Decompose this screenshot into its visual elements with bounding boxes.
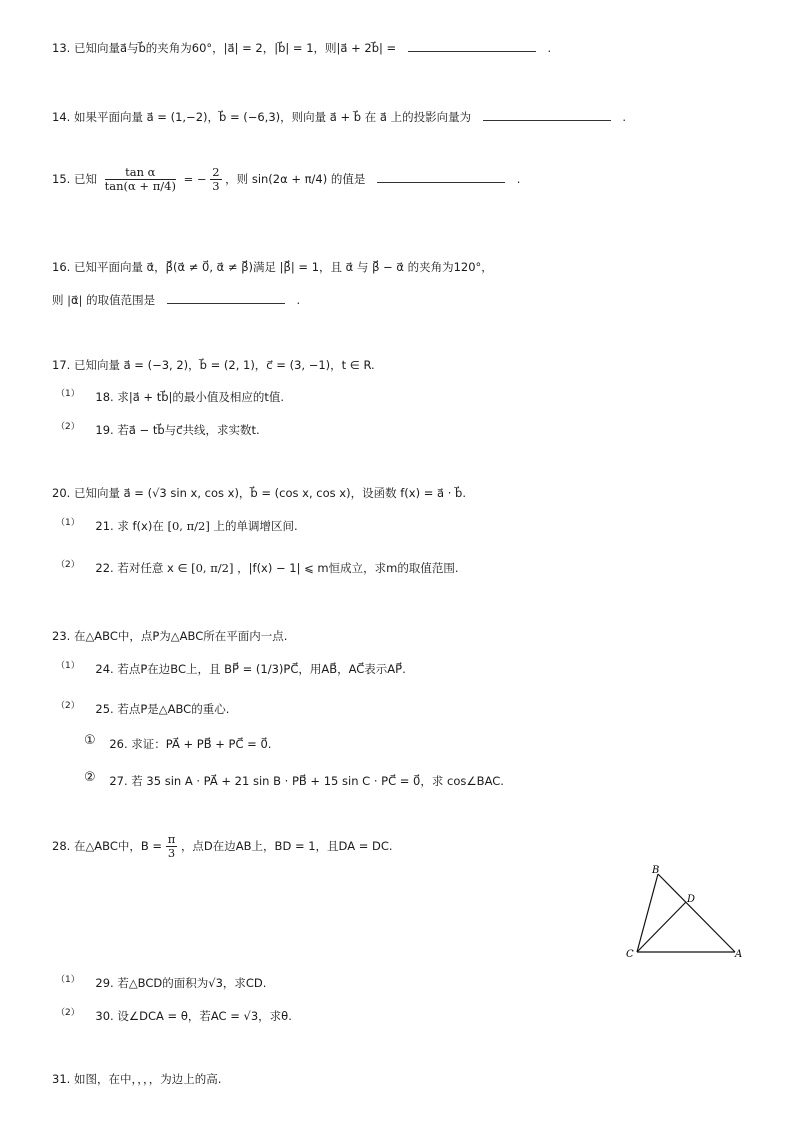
period: .	[516, 172, 521, 186]
question-31-text: 31. 如图，在中，，，，为边上的高.	[52, 1072, 222, 1086]
part-2-label: （2）	[56, 422, 80, 432]
fraction-denominator: 3	[167, 846, 176, 860]
fraction-numerator: 2	[212, 165, 220, 179]
circled-2-label: ②	[84, 770, 96, 785]
question-26	[84, 733, 272, 752]
question-15-fraction	[105, 166, 176, 193]
question-22	[56, 560, 459, 576]
question-21-prefix: 21. 求 f(x)在	[95, 519, 164, 533]
question-30	[56, 1008, 292, 1024]
question-17	[52, 357, 375, 373]
side-bc	[637, 874, 658, 952]
part-2-label: （2）	[56, 701, 80, 711]
question-19-text: 19. 若a⃗ − tb⃗与c⃗共线，求实数t.	[95, 423, 260, 437]
question-27	[84, 770, 504, 789]
fraction-numerator: tan α	[105, 166, 176, 180]
fraction-denominator: tan(α + π/4)	[104, 179, 176, 193]
vertex-label-c: C	[626, 949, 634, 960]
question-29	[56, 975, 266, 991]
question-13-text: 13. 已知向量a⃗与b⃗的夹角为60°，|a⃗| = 2，|b⃗| = 1，则|a⃗ + 2b⃗| =	[52, 41, 397, 55]
question-24-text: 24. 若点P在边BC上，且 BP⃗ = (1/3)PC⃗，用AB⃗，AC⃗表示AP⃗.	[95, 662, 406, 676]
question-16-range-text: 的取值范围是	[86, 293, 156, 307]
vertex-label-b: B	[652, 865, 660, 876]
answer-blank-15[interactable]	[377, 182, 505, 183]
alpha-magnitude: |α⃗|	[67, 293, 83, 307]
question-23	[52, 628, 287, 644]
question-14	[52, 109, 626, 125]
question-15-prefix: 15. 已知	[52, 172, 97, 186]
fraction-denominator: 3	[212, 179, 220, 193]
question-24	[56, 661, 406, 677]
question-17-text: 17. 已知向量 a⃗ = (−3, 2)，b⃗ = (2, 1)，c⃗ = (3, −1)，t ∈ R.	[52, 358, 375, 372]
vertex-label-a: A	[735, 949, 743, 960]
question-27-text: 27. 若 35 sin A · PA⃗ + 21 sin B · PB⃗ + 15 sin C · PC⃗ = 0⃗，求 cos∠BAC.	[109, 774, 504, 788]
part-1-label: （1）	[56, 975, 80, 985]
question-13	[52, 40, 551, 56]
question-15-suffix: ，则 sin(2α + π/4) 的值是	[225, 172, 366, 186]
question-14-text: 14. 如果平面向量 a⃗ = (1,−2)，b⃗ = (−6,3)，则向量 a⃗ + b⃗ 在 a⃗ 上的投影向量为	[52, 110, 472, 124]
question-16-text: 16. 已知平面向量 α⃗，β⃗(α⃗ ≠ 0⃗, α⃗ ≠ β⃗)满足 |β⃗| = 1，且 α⃗ 与 β⃗ − α⃗ 的夹角为120°，	[52, 260, 493, 274]
question-23-text: 23. 在△ABC中，点P为△ABC所在平面内一点.	[52, 629, 288, 643]
question-30-text: 30. 设∠DCA = θ，若AC = √3，求θ.	[95, 1009, 292, 1023]
part-1-label: （1）	[56, 389, 80, 399]
question-29-text: 29. 若△BCD的面积为√3，求CD.	[95, 976, 267, 990]
question-28-prefix: 28. 在△ABC中，B =	[52, 839, 163, 853]
question-25-text: 25. 若点P是△ABC的重心.	[95, 702, 230, 716]
answer-blank-14[interactable]	[483, 120, 611, 121]
question-15	[52, 166, 520, 193]
part-1-label: （1）	[56, 661, 80, 671]
equals-minus: = −	[183, 172, 207, 186]
angle-fraction	[166, 833, 178, 860]
question-26-text: 26. 求证：PA⃗ + PB⃗ + PC⃗ = 0⃗.	[109, 737, 272, 751]
question-19	[56, 422, 260, 438]
question-18	[56, 389, 284, 405]
question-31	[52, 1071, 221, 1087]
question-21	[56, 518, 298, 534]
period: .	[296, 293, 301, 307]
question-18-text: 18. 求|a⃗ + tb⃗|的最小值及相应的t值.	[95, 390, 285, 404]
vertex-label-d: D	[687, 894, 696, 905]
question-22-prefix: 22. 若对任意 x ∈	[95, 561, 188, 575]
question-15-value-fraction	[210, 166, 221, 193]
question-16	[52, 259, 493, 275]
answer-blank-16[interactable]	[167, 303, 285, 304]
part-2-label: （2）	[56, 560, 80, 570]
part-1-label: （1）	[56, 518, 80, 528]
interval: [0, π/2]	[191, 561, 234, 575]
interval: [0, π/2]	[167, 519, 210, 533]
question-16-then: 则	[52, 293, 64, 307]
circled-1-label: ①	[84, 733, 96, 748]
question-20	[52, 485, 466, 501]
question-28-suffix: ，点D在边AB上，BD = 1，且DA = DC.	[180, 839, 393, 853]
question-16-continued	[52, 292, 300, 308]
fraction-numerator: π	[167, 832, 176, 846]
triangle-figure	[620, 862, 750, 962]
question-25	[56, 701, 229, 717]
side-ba	[658, 874, 735, 952]
question-21-suffix: 上的单调增区间.	[213, 519, 298, 533]
question-22-suffix: ，|f(x) − 1| ⩽ m恒成立，求m的取值范围.	[237, 561, 459, 575]
answer-blank-13[interactable]	[408, 51, 536, 52]
period: .	[547, 41, 552, 55]
question-28	[52, 833, 393, 860]
period: .	[622, 110, 627, 124]
question-20-text: 20. 已知向量 a⃗ = (√3 sin x, cos x)，b⃗ = (cos x, cos x)，设函数 f(x) = a⃗ · b⃗.	[52, 486, 466, 500]
part-2-label: （2）	[56, 1008, 80, 1018]
